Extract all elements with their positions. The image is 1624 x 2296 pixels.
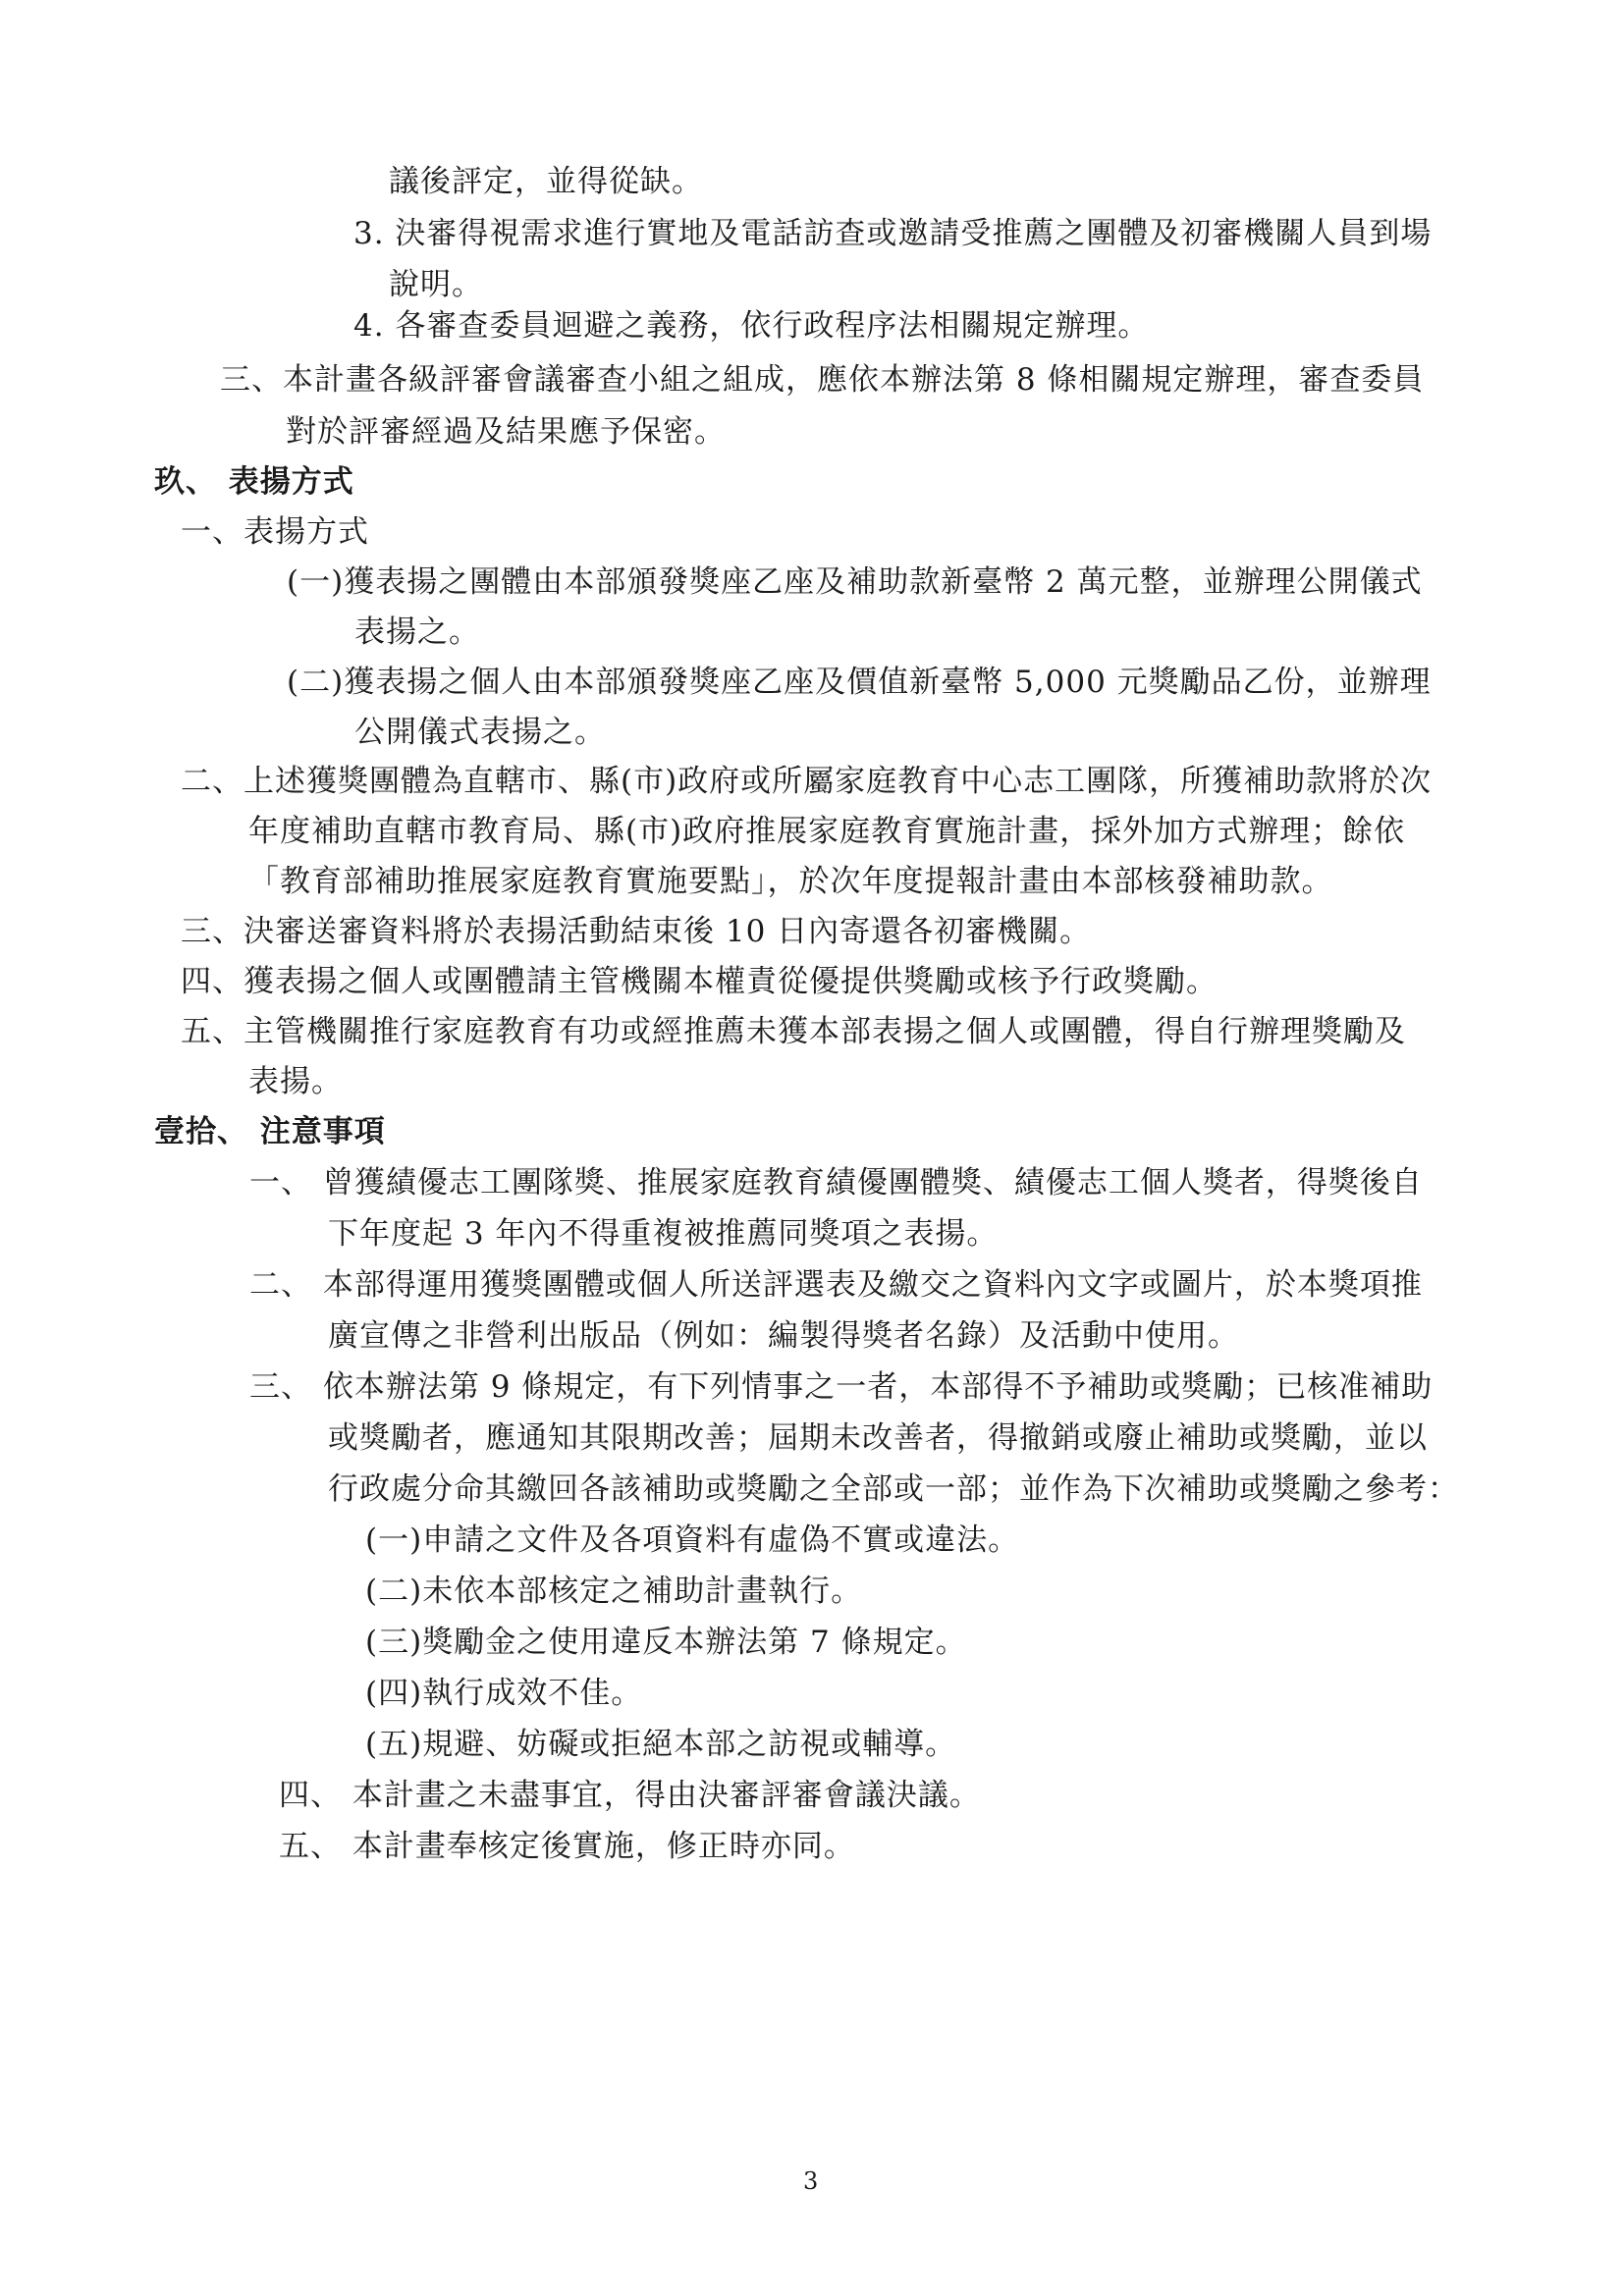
text-line: 二、上述獲獎團體為直轄市、縣(市)政府或所屬家庭教育中心志工團隊，所獲補助款將於次: [181, 764, 1433, 799]
text-line: 或獎勵者，應通知其限期改善；屆期未改善者，得撤銷或廢止補助或獎勵，並以: [328, 1420, 1428, 1456]
text-line: 五、 本計畫奉核定後實施，修正時亦同。: [279, 1829, 855, 1864]
text-line: (四)執行成效不佳。: [365, 1676, 643, 1711]
text-line: 一、表揚方式: [181, 514, 369, 550]
text-line: 議後評定，並得從缺。: [389, 164, 703, 199]
text-line: 二、 本部得運用獲獎團體或個人所送評選表及繳交之資料內文字或圖片，於本獎項推: [249, 1267, 1423, 1303]
text-line: 五、主管機關推行家庭教育有功或經推薦未獲本部表揚之個人或團體，得自行辦理獎勵及: [181, 1014, 1406, 1049]
text-line: 廣宣傳之非營利出版品（例如：編製得獎者名錄）及活動中使用。: [328, 1318, 1239, 1354]
text-line: 下年度起 3 年內不得重複被推薦同獎項之表揚。: [328, 1216, 999, 1252]
text-line: 3. 決審得視需求進行實地及電話訪查或邀請受推薦之團體及初審機關人員到場: [353, 216, 1433, 251]
text-line: 4. 各審查委員迴避之義務，依行政程序法相關規定辦理。: [353, 308, 1150, 344]
text-line: 一、 曾獲績優志工團隊獎、推展家庭教育績優團體獎、績優志工個人獎者，得獎後自: [249, 1165, 1423, 1201]
text-line: 表揚之。: [354, 614, 480, 650]
text-line: (一)申請之文件及各項資料有虛偽不實或違法。: [365, 1522, 1020, 1558]
text-line: 公開儀式表揚之。: [354, 715, 606, 750]
text-line: 四、獲表揚之個人或團體請主管機關本權責從優提供獎勵或核予行政獎勵。: [181, 964, 1218, 999]
section-heading: 壹拾、 注意事項: [154, 1114, 386, 1149]
text-line: 三、本計畫各級評審會議審查小組之組成，應依本辦法第 8 條相關規定辦理，審查委員: [220, 362, 1425, 398]
text-line: (二)獲表揚之個人由本部頒發獎座乙座及價值新臺幣 5,000 元獎勵品乙份，並辦理: [287, 665, 1432, 700]
text-line: 四、 本計畫之未盡事宜，得由決審評審會議決議。: [279, 1778, 981, 1813]
text-line: 表揚。: [248, 1064, 343, 1099]
text-line: 年度補助直轄市教育局、縣(市)政府推展家庭教育實施計畫，採外加方式辦理；餘依: [248, 814, 1406, 849]
text-line: (五)規避、妨礙或拒絕本部之訪視或輔導。: [365, 1727, 957, 1762]
section-heading: 玖、 表揚方式: [154, 464, 354, 500]
text-line: (三)獎勵金之使用違反本辦法第 7 條規定。: [365, 1625, 967, 1660]
text-line: 「教育部補助推展家庭教育實施要點」，於次年度提報計畫由本部核發補助款。: [248, 864, 1333, 899]
page-number: 3: [803, 2167, 819, 2195]
text-line: 行政處分命其繳回各該補助或獎勵之全部或一部；並作為下次補助或獎勵之參考：: [328, 1471, 1459, 1507]
text-line: 對於評審經過及結果應予保密。: [286, 414, 726, 450]
text-line: 說明。: [389, 267, 483, 302]
text-line: 三、 依本辦法第 9 條規定，有下列情事之一者，本部得不予補助或獎勵；已核准補助: [249, 1369, 1434, 1405]
text-line: (一)獲表揚之團體由本部頒發獎座乙座及補助款新臺幣 2 萬元整，並辦理公開儀式: [287, 564, 1423, 600]
text-line: 三、決審送審資料將於表揚活動結束後 10 日內寄還各初審機關。: [181, 914, 1092, 949]
text-line: (二)未依本部核定之補助計畫執行。: [365, 1574, 863, 1609]
